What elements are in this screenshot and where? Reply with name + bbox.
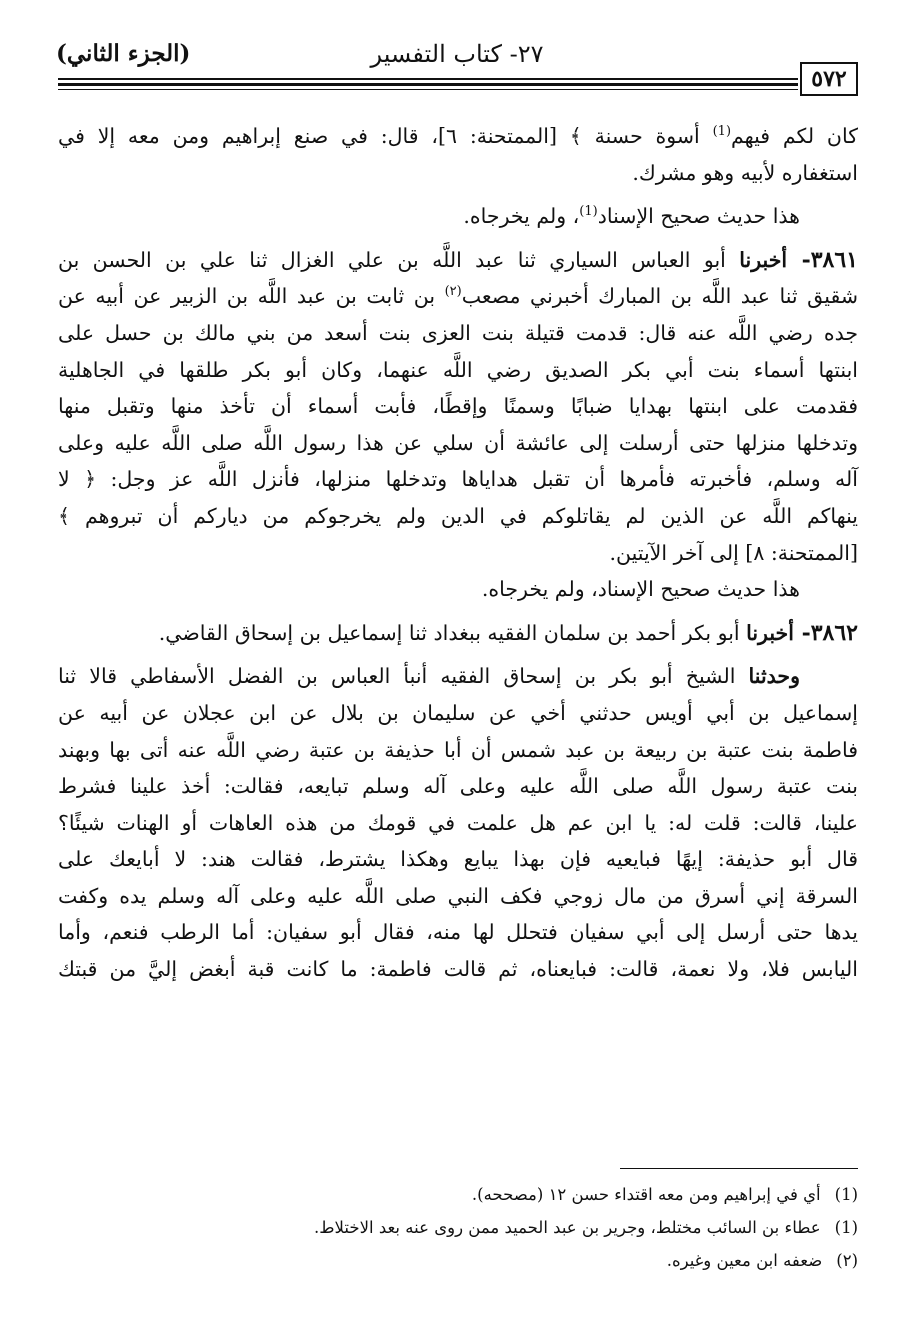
footnote-mark: (٢) (836, 1251, 858, 1270)
text-line: اليابس فلا، ولا نعمة، قالت: فبايعناه، ثم قالت فاطمة: ما كانت قبة أبغض إليَّ من قبتك (58, 957, 858, 982)
footnote-text: عطاء بن السائب مختلط، وجرير بن عبد الحميد ممن روى عنه بعد الاختلاط. (314, 1218, 821, 1237)
footnote-ref: (٢) (444, 284, 462, 300)
page-header (56, 38, 858, 78)
text-line: جده رضي اللَّه عنه قال: قدمت قتيلة بنت العزى بنت أسعد من بني مالك بن حسل على (58, 320, 858, 345)
text-line: يدها حتى أرسل إلى أبي سفيان فتحلل لها منه، فقال أبو سفيان: أما الرطب فنعم، وأما (58, 920, 858, 945)
text-line: فاطمة بنت عتبة بن ربيعة بن عبد شمس أن أبا حذيفة بن عتبة رضي اللَّه عنه أتى بها وبهند (58, 737, 858, 762)
text-line: استغفاره لأبيه وهو مشرك. (632, 160, 858, 185)
text-line (58, 658, 858, 695)
page-number: ٥٧٢ (800, 62, 858, 96)
header-rule (58, 89, 798, 90)
book-title: ٢٧- كتاب التفسير (370, 40, 544, 68)
text-segment: هذا حديث صحيح الإسناد (597, 204, 800, 229)
hadith-heading-line (58, 615, 858, 652)
footnote-mark: (1) (834, 1218, 858, 1237)
footnote-mark: (1) (834, 1185, 858, 1204)
hadith-heading-line (58, 242, 858, 279)
text-line: هذا حديث صحيح الإسناد، ولم يخرجاه. (481, 577, 800, 602)
text-line: علينا، قالت: قلت له: يا ابن عم هل علمت في قومك من هذه العاهات أو الهنات شيئًا؟ (58, 810, 858, 835)
text-line: قال أبو حذيفة: إيهًا فبايعيه فإن بهذا يبايع وهكذا يشترط، فقالت هند: لا أبايعك على (58, 847, 858, 872)
text-line: وتدخلها منزلها حتى أرسلت إلى عائشة أن سلي عن هذا رسول اللَّه صلى اللَّه عليه وعلى (58, 430, 858, 455)
footnotes (58, 1178, 858, 1277)
text-segment: كان لكم فيهم (731, 124, 858, 148)
footnote (58, 1178, 858, 1211)
footnote-separator (620, 1168, 858, 1169)
text-line: بنت عتبة رسول اللَّه صلى اللَّه عليه وعلى آله وسلم تبايعه، فقالت: أخذ علينا فشرط (58, 774, 858, 799)
keyword: أخبرنا (739, 247, 788, 272)
text-line (58, 118, 858, 155)
text-segment: أبو العباس السياري ثنا عبد اللَّه بن علي الغزال ثنا علي بن الحسن بن (58, 247, 740, 272)
header-rule (58, 78, 798, 80)
text-line: ابنتها أسماء بنت أبي بكر الصديق رضي اللَّه عنهما، وكان أبو بكر طلقها في الجاهلية (58, 357, 858, 382)
text-segment: أبو بكر أحمد بن سلمان الفقيه ببغداد ثنا إسماعيل بن إسحاق القاضي. (158, 620, 747, 645)
keyword: وحدثنا (748, 664, 800, 689)
keyword: أخبرنا (746, 620, 794, 645)
text-segment: أسوة حسنة ﴾ [الممتحنة: ٦]، قال: في صنع إبراهيم ومن معه إلا في (58, 124, 713, 148)
footnote-text: أي في إبراهيم ومن معه اقتداء حسن ١٢ (مصححه). (471, 1185, 821, 1204)
footnote (58, 1244, 858, 1277)
text-line: [الممتحنة: ٨] إلى آخر الآيتين. (609, 540, 858, 565)
footnote-ref: (1) (579, 204, 598, 220)
text-segment: الشيخ أبو بكر بن إسحاق الفقيه أنبأ العباس بن الفضل الأسفاطي قالا ثنا (58, 664, 749, 689)
text-line: ينهاكم اللَّه عن الذين لم يقاتلوكم في الدين ولم يخرجوكم من دياركم أن تبروهم ﴾ (58, 503, 858, 528)
text-line: فقدمت على ابنتها بهدايا ضبابًا وسمنًا وإقطًا، فأبت أسماء أن تأخذ منها وتقبل منها (58, 394, 858, 419)
hadith-number: ٣٨٦٢- (793, 619, 858, 646)
text-line: آله وسلم، فأخبرته فأمرها أن تقبل هداياها وتدخلها منزلها، فأنزل اللَّه عز وجل: ﴿ لا (58, 467, 858, 492)
footnote (58, 1211, 858, 1244)
text-line: إسماعيل بن أبي أويس حدثني أخي عن سليمان بن بلال عن ابن عجلان عن أبيه عن (58, 700, 858, 725)
text-segment: ، ولم يخرجاه. (463, 204, 580, 229)
volume-label: (الجزء الثاني) (56, 40, 191, 67)
footnote-text: ضعفه ابن معين وغيره. (666, 1251, 823, 1270)
header-rule (58, 83, 798, 86)
text-line: السرقة إني أسرق من مال زوجي فكف النبي صلى اللَّه عليه وعلى آله وسلم يده وكفت (58, 883, 858, 908)
text-segment: بن ثابت بن عبد اللَّه بن الزبير عن أبيه عن (58, 284, 445, 309)
hadith-number: ٣٨٦١- (787, 246, 858, 273)
main-text (58, 118, 858, 988)
text-segment: شقيق ثنا عبد اللَّه بن المبارك أخبرني مصعب (461, 284, 858, 309)
footnote-ref: (1) (712, 124, 732, 140)
text-line (58, 278, 858, 315)
text-line (58, 198, 858, 235)
